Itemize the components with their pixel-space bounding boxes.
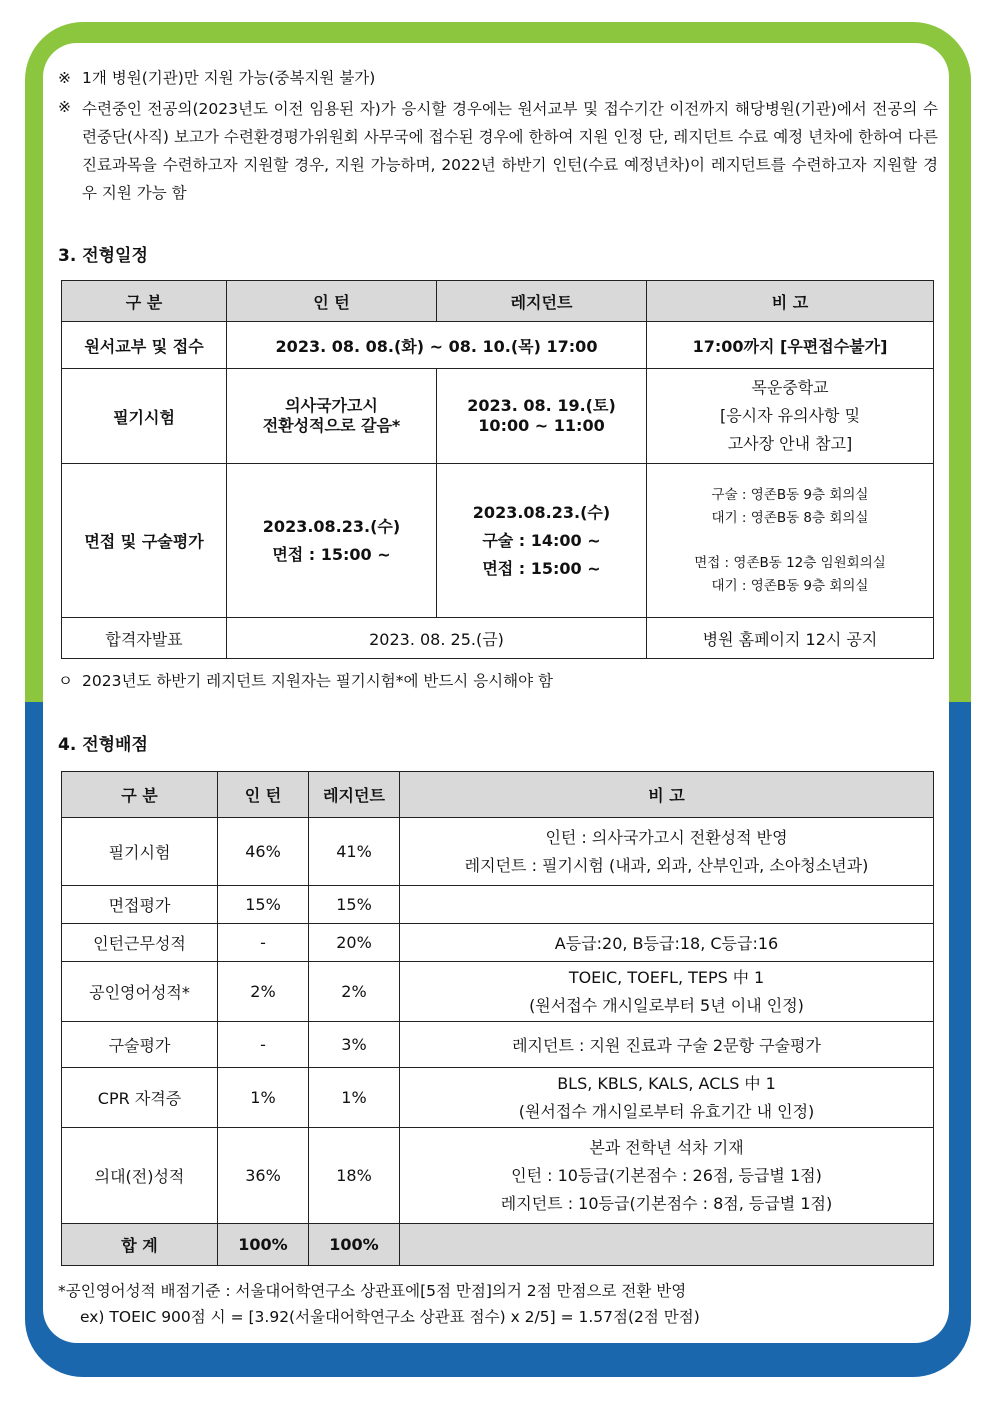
- total-note: [400, 1224, 934, 1266]
- footnote-line1: *공인영어성적 배점기준 : 서울대어학연구소 상관표에[5점 만점]의거 2점 만점으로 전환 반영: [58, 1282, 687, 1300]
- row-note: [400, 818, 934, 886]
- section4-title: 4. 전형배점: [58, 735, 148, 755]
- table-row: [62, 1022, 934, 1068]
- written-note: [647, 369, 934, 464]
- interview-intern-line1: 2023.08.23.(수): [262, 516, 401, 536]
- interview-resident-line3: 면접 : 15:00 ~: [482, 558, 601, 578]
- total-resident: 100%: [309, 1224, 400, 1266]
- resident-score: 15%: [309, 886, 400, 924]
- row-note-line1: BLS, KBLS, KALS, ACLS 中 1: [557, 1073, 776, 1093]
- interview-note-line1: 구술 : 영존B동 9층 회의실: [711, 486, 869, 503]
- document-content: [58, 66, 938, 1330]
- table-row: [62, 962, 934, 1022]
- row-label: 의대(전)성적: [62, 1128, 218, 1224]
- intern-score: 2%: [218, 962, 309, 1022]
- table-row: [62, 886, 934, 924]
- table-row: [62, 924, 934, 962]
- row-note: [400, 1128, 934, 1224]
- row-note: [400, 962, 934, 1022]
- written-resident-line1: 2023. 08. 19.(토): [467, 396, 616, 415]
- intern-score: 1%: [218, 1068, 309, 1128]
- resident-score: 2%: [309, 962, 400, 1022]
- note-mark: ※: [58, 98, 71, 116]
- table-row: [62, 1068, 934, 1128]
- row-label: 인턴근무성적: [62, 924, 218, 962]
- row-note: 레지던트 : 지원 진료과 구술 2문항 구술평가: [400, 1022, 934, 1068]
- table-row: [62, 369, 934, 464]
- interview-note: [647, 464, 934, 618]
- resident-score: 18%: [309, 1128, 400, 1224]
- scoring-table: [61, 771, 934, 1266]
- note-mark: ※: [58, 69, 71, 87]
- row-note: [400, 1068, 934, 1128]
- interview-intern: [227, 464, 437, 618]
- written-resident: [437, 369, 647, 464]
- written-note-line3: 고사장 안내 참고]: [727, 434, 853, 453]
- interview-resident-line1: 2023.08.23.(수): [472, 502, 611, 522]
- table-header-row: [62, 772, 934, 818]
- header-note: 비 고: [647, 281, 934, 322]
- table-header-row: [62, 281, 934, 322]
- row-label: 필기시험: [62, 369, 227, 464]
- header-category: 구 분: [62, 772, 218, 818]
- after-note: [58, 669, 938, 694]
- table-row: [62, 618, 934, 659]
- row-label: 필기시험: [62, 818, 218, 886]
- row-label: 구술평가: [62, 1022, 218, 1068]
- application-note: 17:00까지 [우편접수불가]: [647, 322, 934, 369]
- interview-note-line3: 면접 : 영존B동 12층 임원회의실: [694, 554, 886, 571]
- footnote: [58, 1278, 938, 1330]
- intern-score: -: [218, 924, 309, 962]
- row-label: 면접평가: [62, 886, 218, 924]
- intern-score: 36%: [218, 1128, 309, 1224]
- schedule-table: [61, 280, 934, 659]
- header-resident: 레지던트: [309, 772, 400, 818]
- row-note-line3: 레지던트 : 10등급(기본점수 : 8점, 등급별 1점): [500, 1193, 833, 1213]
- intern-score: 15%: [218, 886, 309, 924]
- total-intern: 100%: [218, 1224, 309, 1266]
- announcement-note: 병원 홈페이지 12시 공지: [647, 618, 934, 659]
- written-intern: [227, 369, 437, 464]
- application-date: 2023. 08. 08.(화) ~ 08. 10.(목) 17:00: [227, 322, 647, 369]
- row-note: [400, 886, 934, 924]
- intern-score: 46%: [218, 818, 309, 886]
- note-text: 2023년도 하반기 레지던트 지원자는 필기시험*에 반드시 응시해야 함: [82, 672, 553, 690]
- resident-score: 1%: [309, 1068, 400, 1128]
- written-resident-line2: 10:00 ~ 11:00: [478, 416, 605, 435]
- row-label: 원서교부 및 접수: [62, 322, 227, 369]
- total-row: [62, 1224, 934, 1266]
- row-note-line2: (원서접수 개시일로부터 5년 이내 인정): [529, 995, 804, 1015]
- note-item: [58, 95, 938, 207]
- table-row: [62, 818, 934, 886]
- spacer: [651, 530, 929, 552]
- row-note-line2: (원서접수 개시일로부터 유효기간 내 인정): [518, 1101, 815, 1121]
- row-note: A등급:20, B등급:18, C등급:16: [400, 924, 934, 962]
- table-row: [62, 322, 934, 369]
- header-intern: 인 턴: [218, 772, 309, 818]
- note-mark: ㅇ: [58, 672, 73, 690]
- row-label: CPR 자격증: [62, 1068, 218, 1128]
- note-text: 수련중인 전공의(2023년도 이전 임용된 자)가 응시할 경우에는 원서교부 및 접수기간 이전까지 해당병원(기관)에서 전공의 수련중단(사직) 보고가 수련환경평가위원회 사무국에 접수된 경우에 한하여 지원 인정 단, 레지던트 수료 예정 년차에 한하여 다른 진료과목을 수련하고자 지원할 경우, 지원 가능하며, 2022년 하반기 인턴(수료 예정년차)이 레지던트를 수련하고자 지원할 경우 지원 가능 함: [82, 100, 938, 202]
- resident-score: 41%: [309, 818, 400, 886]
- written-intern-line1: 의사국가고시: [285, 396, 378, 415]
- total-label: 합 계: [62, 1224, 218, 1266]
- resident-score: 20%: [309, 924, 400, 962]
- row-label: 공인영어성적*: [62, 962, 218, 1022]
- interview-resident: [437, 464, 647, 618]
- header-resident: 레지던트: [437, 281, 647, 322]
- interview-resident-line2: 구술 : 14:00 ~: [482, 530, 601, 550]
- interview-note-line2: 대기 : 영존B동 8층 회의실: [711, 509, 869, 526]
- row-note-line1: TOEIC, TOEFL, TEPS 中 1: [568, 967, 765, 987]
- interview-note-line4: 대기 : 영존B동 9층 회의실: [711, 577, 869, 594]
- header-note: 비 고: [400, 772, 934, 818]
- row-note-line1: 인턴 : 의사국가고시 전환성적 반영: [545, 827, 788, 847]
- intern-score: -: [218, 1022, 309, 1068]
- row-label: 면접 및 구술평가: [62, 464, 227, 618]
- written-note-line2: [응시자 유의사항 및: [719, 406, 861, 425]
- note-item: [58, 66, 938, 91]
- announcement-date: 2023. 08. 25.(금): [227, 618, 647, 659]
- row-note-line2: 레지던트 : 필기시험 (내과, 외과, 산부인과, 소아청소년과): [464, 855, 869, 875]
- header-intern: 인 턴: [227, 281, 437, 322]
- written-note-line1: 목운중학교: [751, 378, 829, 397]
- interview-intern-line2: 면접 : 15:00 ~: [272, 544, 391, 564]
- header-category: 구 분: [62, 281, 227, 322]
- table-row: [62, 464, 934, 618]
- note-text: 1개 병원(기관)만 지원 가능(중복지원 불가): [82, 69, 376, 87]
- written-intern-line2: 전환성적으로 갈음*: [262, 416, 401, 435]
- row-note-line1: 본과 전학년 석차 기재: [589, 1137, 744, 1157]
- section3-title: 3. 전형일정: [58, 246, 148, 266]
- footnote-line2: ex) TOEIC 900점 시 = [3.92(서울대어학연구소 상관표 점수) x 2/5] = 1.57점(2점 만점): [80, 1308, 700, 1326]
- table-row: [62, 1128, 934, 1224]
- row-label: 합격자발표: [62, 618, 227, 659]
- row-note-line2: 인턴 : 10등급(기본점수 : 26점, 등급별 1점): [511, 1165, 822, 1185]
- resident-score: 3%: [309, 1022, 400, 1068]
